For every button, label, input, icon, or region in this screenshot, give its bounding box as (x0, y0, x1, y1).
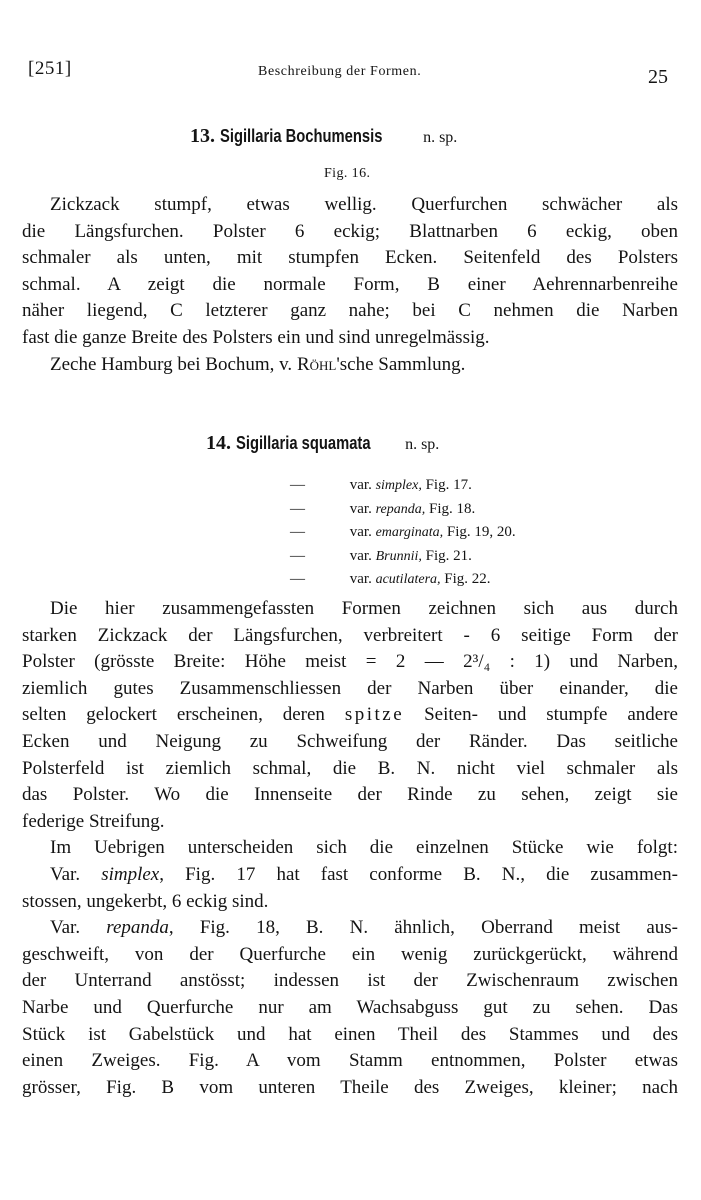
variety-item (290, 545, 516, 569)
emphasized-word: spitze (344, 704, 405, 726)
ditto-dash: — (290, 500, 305, 517)
variety-prefix: var. (349, 547, 372, 564)
text-segment: , Fig. 17 hat fast conforme B. N., die zusammen- (159, 863, 679, 885)
text-line: Polsterfeld ist ziemlich schmal, die B. N. nicht viel schmaler als (22, 757, 678, 779)
variety-item (290, 474, 516, 498)
section-13-number: 13. (190, 125, 215, 147)
variety-item (290, 521, 516, 545)
text-line: Stück ist Gabelstück und hat einen Theil des Stammes und des (22, 1023, 678, 1045)
section-13-species-name: Sigillaria Bochumensis (220, 126, 383, 146)
variety-figure: Fig. 19, 20. (446, 524, 516, 540)
text-line: Zickzack stumpf, etwas wellig. Querfurchen schwächer als (50, 194, 678, 215)
collector-name: Röhl (296, 353, 337, 375)
text-segment: selten gelockert erscheinen, deren (22, 704, 345, 726)
variety-figure: Fig. 22. (444, 571, 491, 587)
text-segment: Seiten- und stumpfe andere (404, 704, 678, 726)
text-segment: Var. (50, 863, 102, 885)
variety-name: acutilatera, (375, 572, 441, 587)
variety-figure: Fig. 21. (425, 547, 472, 564)
section-13-heading (190, 125, 457, 148)
variety-figure: Fig. 18. (428, 500, 476, 517)
variety-name: emarginata, (375, 525, 444, 540)
section-14-description (22, 596, 678, 1101)
variety-name: simplex, (375, 478, 422, 493)
text-line: einen Zweiges. Fig. A vom Stamm entnommen, Polster etwas (22, 1050, 678, 1072)
ditto-dash: — (290, 477, 305, 493)
text-line (22, 702, 678, 729)
variety-prefix: var. (349, 524, 372, 540)
ditto-dash: — (290, 524, 305, 540)
ditto-dash: — (290, 571, 305, 587)
text-line: stossen, ungekerbt, 6 eckig sind. (22, 890, 269, 912)
text-line: ziemlich gutes Zusammenschliessen der Narben über einander, die (22, 677, 678, 699)
section-14-number: 14. (206, 432, 231, 454)
variety-prefix: var. (349, 500, 372, 517)
section-14-species-name: Sigillaria squamata (236, 433, 371, 453)
page-number: 25 (648, 66, 668, 88)
text-line: geschweift, von der Querfurche ein wenig zurückgerückt, während (22, 943, 678, 965)
text-line: das Polster. Wo die Innenseite der Rinde zu sehen, zeigt sie (22, 784, 678, 806)
text-line: Im Uebrigen unterscheiden sich die einzelnen Stücke wie folgt: (50, 837, 678, 859)
text-line: näher liegend, C letzterer ganz nahe; bei C nehmen die Narben (22, 300, 678, 322)
running-title: Beschreibung der Formen. (258, 64, 422, 79)
variety-figure: Fig. 17. (425, 477, 472, 493)
text-line: federige Streifung. (22, 810, 165, 832)
section-13-description (22, 192, 678, 378)
variety-item (290, 568, 516, 592)
variety-name: Brunnii, (375, 548, 422, 564)
text-line: fast die ganze Breite des Polsters ein und sind unregelmässig. (22, 326, 490, 348)
text-segment: Var. (50, 917, 107, 939)
variety-name-inline: repanda (106, 917, 169, 939)
section-14-suffix: n. sp. (405, 436, 440, 453)
variety-name: repanda, (375, 501, 426, 517)
variety-name-inline: simplex (101, 863, 160, 885)
ditto-dash: — (290, 547, 305, 564)
text-line: grösser, Fig. B vom unteren Theile des Zweiges, kleiner; nach (22, 1076, 678, 1098)
text-line: starken Zickzack der Längsfurchen, verbreitert - 6 seitige Form der (22, 624, 678, 646)
text-line: schmaler als unten, mit stumpfen Ecken. Seitenfeld des Polsters (22, 247, 678, 269)
section-14-heading (206, 432, 439, 455)
text-line (22, 862, 678, 889)
locality-suffix: 'sche Sammlung. (336, 353, 466, 375)
locality-line (22, 352, 678, 379)
locality-text: Zeche Hamburg bei Bochum, v. (50, 353, 297, 375)
text-line: Narbe und Querfurche nur am Wachsabguss gut zu sehen. Das (22, 996, 678, 1018)
page-reference: [251] (28, 58, 72, 79)
text-line: die Längsfurchen. Polster 6 eckig; Blattnarben 6 eckig, oben (22, 220, 678, 242)
text-line: schmal. A zeigt die normale Form, B einer Aehrennarbenreihe (22, 273, 678, 295)
variety-item (290, 498, 516, 522)
variety-list (290, 474, 516, 592)
section-13-suffix: n. sp. (423, 129, 458, 146)
section-13-figure-reference: Fig. 16. (324, 166, 371, 181)
text-segment: , Fig. 18, B. N. ähnlich, Oberrand meist aus- (168, 917, 679, 939)
text-line: Die hier zusammengefassten Formen zeichnen sich aus durch (50, 598, 678, 619)
variety-prefix: var. (349, 571, 372, 587)
variety-prefix: var. (349, 477, 372, 493)
text-line: Ecken und Neigung zu Schweifung der Ränder. Das seitliche (22, 730, 678, 752)
text-line: der Unterrand anstösst; indessen ist der Zwischenraum zwischen (22, 970, 678, 992)
text-line: Polster (grösste Breite: Höhe meist = 2 — 2³/₄ : 1) und Narben, (22, 651, 678, 673)
text-line (22, 915, 678, 942)
